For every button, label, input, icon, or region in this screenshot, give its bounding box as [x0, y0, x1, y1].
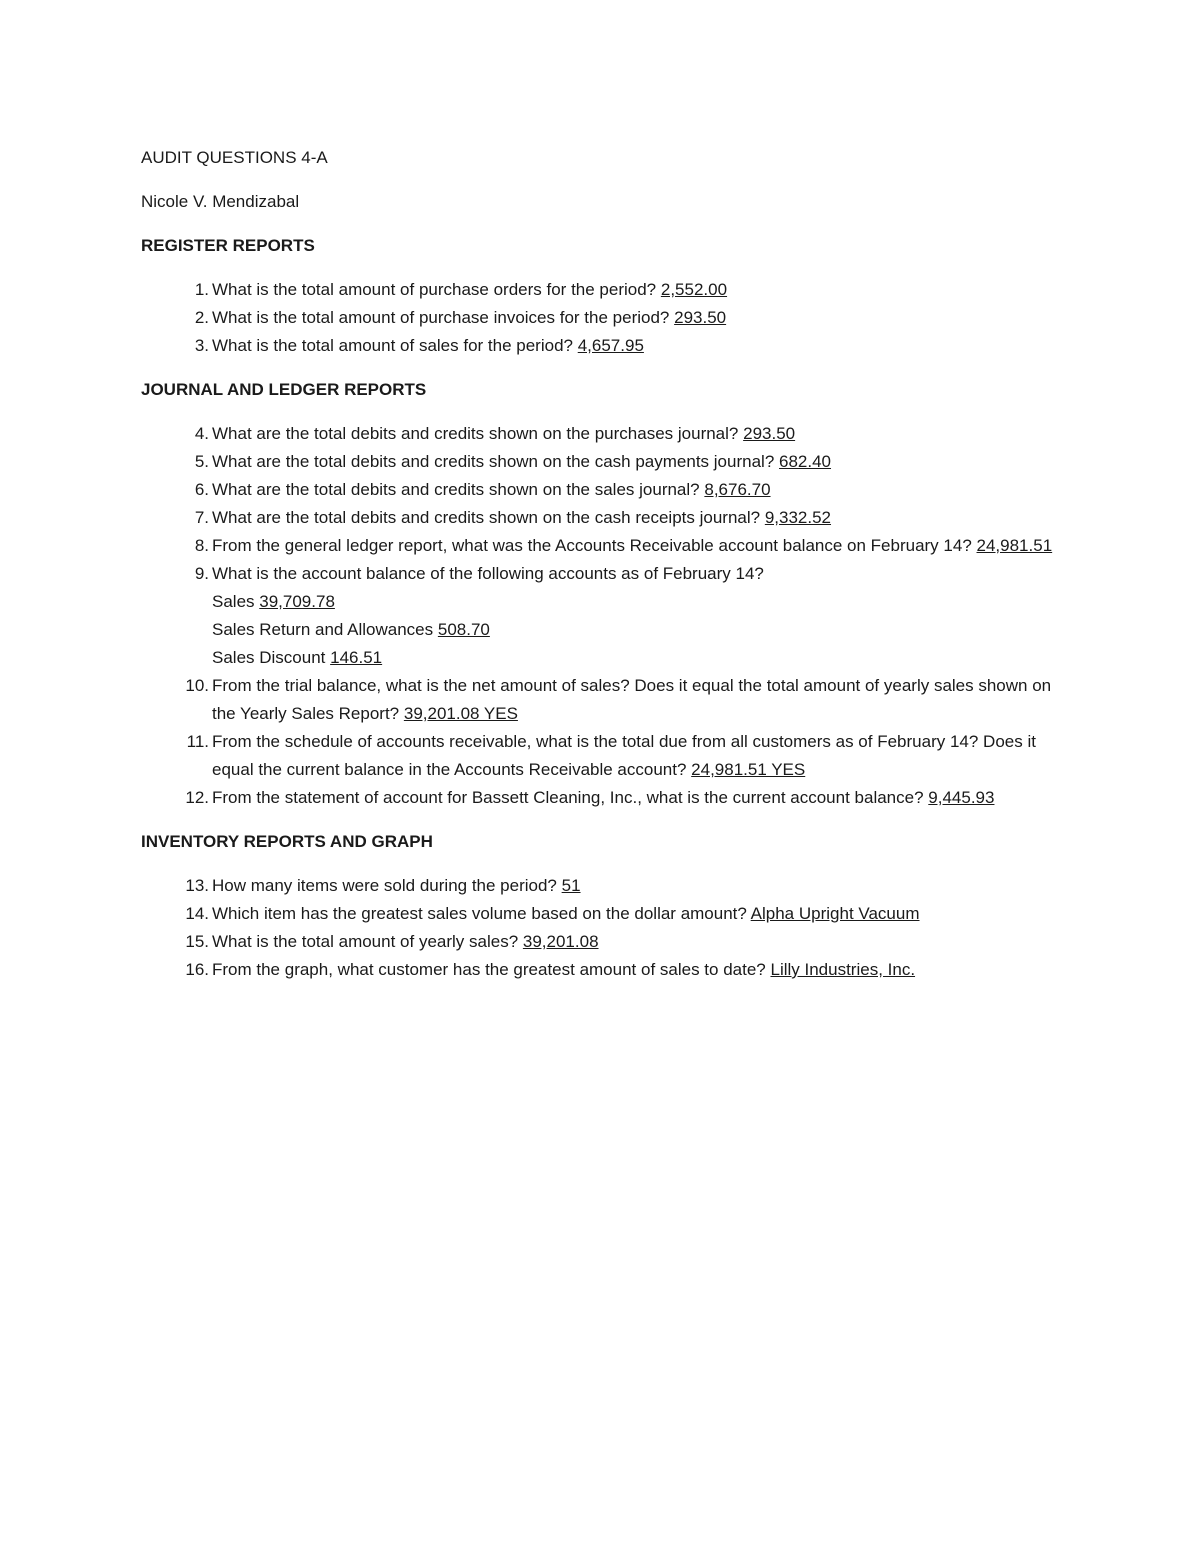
question-item	[141, 900, 1061, 928]
question-number: 13.	[185, 876, 209, 895]
question-item	[141, 560, 1061, 672]
sub-item-answer: 508.70	[437, 620, 490, 639]
question-list	[141, 420, 1061, 812]
question-answer: 51	[561, 876, 581, 895]
question-item	[141, 504, 1061, 532]
question-number: 1.	[194, 280, 209, 299]
question-number: 11.	[186, 732, 209, 751]
question-number: 7.	[194, 508, 209, 527]
question-text: What are the total debits and credits shown on the purchases journal?	[212, 424, 739, 443]
question-item	[141, 928, 1061, 956]
question-number: 2.	[194, 308, 209, 327]
question-number: 5.	[194, 452, 209, 471]
question-text: What is the total amount of sales for the period?	[212, 336, 573, 355]
question-item	[141, 276, 1061, 304]
question-item	[141, 420, 1061, 448]
question-answer: 24,981.51	[976, 536, 1053, 555]
question-text: What are the total debits and credits shown on the sales journal?	[212, 480, 700, 499]
document-title: AUDIT QUESTIONS 4-A	[141, 148, 328, 167]
question-text: Which item has the greatest sales volume based on the dollar amount?	[212, 904, 747, 923]
question-item	[141, 532, 1061, 560]
sub-item	[212, 644, 1061, 672]
question-text: What is the account balance of the following accounts as of February 14?	[212, 564, 764, 583]
question-item	[141, 304, 1061, 332]
question-item	[141, 476, 1061, 504]
question-item	[141, 448, 1061, 476]
question-number: 8.	[194, 536, 209, 555]
sub-item-answer: 39,709.78	[259, 592, 335, 611]
section-heading: JOURNAL AND LEDGER REPORTS	[141, 380, 427, 399]
question-text: From the graph, what customer has the greatest amount of sales to date?	[212, 960, 766, 979]
question-item	[141, 956, 1061, 984]
question-text: From the schedule of accounts receivable, what is the total due from all customers as of February 14? Does it equal the current balance in the Accounts Receivable account?	[212, 732, 1036, 779]
question-list	[141, 276, 1061, 360]
question-text: From the statement of account for Bassett Cleaning, Inc., what is the current account balance?	[212, 788, 924, 807]
question-number: 15.	[185, 932, 209, 951]
question-number: 4.	[194, 424, 209, 443]
question-text: What is the total amount of purchase invoices for the period?	[212, 308, 670, 327]
question-text: What are the total debits and credits shown on the cash receipts journal?	[212, 508, 761, 527]
sub-item-label: Sales Discount	[212, 648, 326, 667]
sub-item-label: Sales Return and Allowances	[212, 620, 434, 639]
question-answer: 39,201.08 YES	[403, 704, 518, 723]
question-item	[141, 332, 1061, 360]
question-answer: 39,201.08	[522, 932, 599, 951]
section-heading: INVENTORY REPORTS AND GRAPH	[141, 832, 433, 851]
sub-item	[212, 588, 1061, 616]
sub-item-answer: 146.51	[330, 648, 383, 667]
question-item	[141, 872, 1061, 900]
question-list	[141, 872, 1061, 984]
question-number: 14.	[185, 904, 209, 923]
question-answer: 9,332.52	[764, 508, 832, 527]
question-text: How many items were sold during the period?	[212, 876, 557, 895]
section-heading: REGISTER REPORTS	[141, 236, 315, 255]
question-text: From the general ledger report, what was the Accounts Receivable account balance on February 14?	[212, 536, 972, 555]
question-answer: 293.50	[674, 308, 727, 327]
question-answer: 2,552.00	[660, 280, 728, 299]
question-number: 6.	[194, 480, 209, 499]
question-text: What is the total amount of yearly sales?	[212, 932, 519, 951]
question-answer: 24,981.51 YES	[691, 760, 806, 779]
question-answer: Lilly Industries, Inc.	[770, 960, 916, 979]
question-item	[141, 728, 1061, 784]
question-item	[141, 672, 1061, 728]
question-answer: 682.40	[779, 452, 832, 471]
sections-container	[141, 232, 1061, 984]
question-answer: 4,657.95	[577, 336, 644, 355]
question-text: What are the total debits and credits shown on the cash payments journal?	[212, 452, 775, 471]
question-number: 16.	[185, 960, 209, 979]
document-content	[141, 144, 1061, 984]
question-number: 3.	[194, 336, 209, 355]
question-text: What is the total amount of purchase orders for the period?	[212, 280, 657, 299]
question-number: 9.	[194, 564, 209, 583]
question-answer: Alpha Upright Vacuum	[750, 904, 920, 923]
question-answer: 9,445.93	[928, 788, 995, 807]
sub-item-label: Sales	[212, 592, 255, 611]
question-number: 10.	[185, 676, 209, 695]
question-number: 12.	[185, 788, 209, 807]
question-answer: 8,676.70	[704, 480, 771, 499]
author-name: Nicole V. Mendizabal	[141, 192, 300, 211]
question-answer: 293.50	[743, 424, 796, 443]
sub-item	[212, 616, 1061, 644]
question-item	[141, 784, 1061, 812]
question-text: From the trial balance, what is the net amount of sales? Does it equal the total amount of yearly sales shown on the Yearly Sales Report?	[212, 676, 1052, 723]
